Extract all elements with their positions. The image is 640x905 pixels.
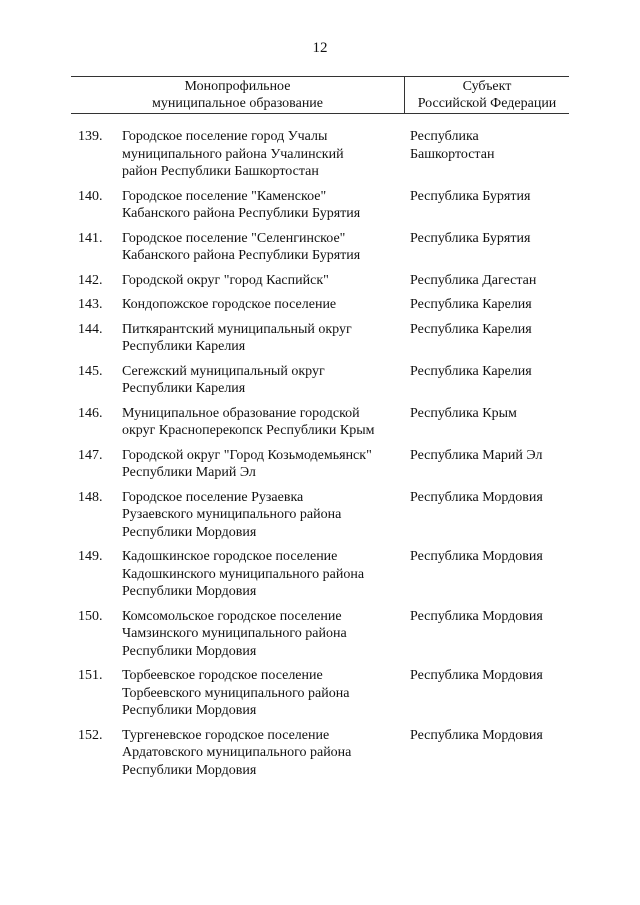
row-number: 141.	[78, 230, 103, 246]
municipality-name-line: Ардатовского муниципального района	[122, 745, 352, 760]
municipality-name-line: Кондопожское городское поселение	[122, 297, 337, 312]
municipality-name-line: Республики Карелия	[122, 339, 246, 354]
row-number: 152.	[78, 727, 103, 743]
federal-subject-line: Республика Бурятия	[410, 188, 531, 204]
municipality-name-line: Сегежский муниципальный округ	[122, 363, 325, 379]
header-subject	[405, 77, 569, 114]
federal-subject	[410, 188, 570, 223]
municipality-name-line: округ Красноперекопск Республики Крым	[122, 423, 375, 438]
header-subject-line: Субъект	[462, 79, 512, 94]
federal-subject-line: Республика Мордовия	[410, 608, 543, 624]
municipality-name-line: муниципального района Учалинский	[122, 146, 344, 162]
federal-subject	[410, 667, 570, 720]
municipality-name-line: Кадошкинского муниципального района	[122, 566, 365, 582]
table-row	[78, 230, 578, 265]
federal-subject	[410, 230, 570, 265]
municipality-name-line: Республики Мордовия	[122, 643, 257, 659]
municipality-name-line: Тургеневское городское поселение	[122, 727, 330, 743]
municipality-name	[122, 363, 410, 398]
municipality-name-line: Городское поселение город Учалы	[122, 129, 328, 144]
federal-subject-line: Республика Бурятия	[410, 230, 531, 246]
federal-subject-line: Республика Крым	[410, 405, 517, 421]
federal-subject	[410, 727, 570, 780]
table-row	[78, 296, 578, 314]
municipality-name	[122, 489, 410, 542]
federal-subject-line: Республика Карелия	[410, 297, 532, 312]
municipality-name-line: Комсомольское городское поселение	[122, 608, 342, 624]
row-number: 150.	[78, 608, 103, 624]
municipality-name	[122, 727, 410, 780]
table-row	[78, 548, 578, 601]
municipality-name-line: Кабанского района Республики Бурятия	[122, 206, 361, 221]
row-number: 139.	[78, 129, 103, 144]
municipality-name-line: Рузаевского муниципального района	[122, 507, 342, 522]
table-row	[78, 489, 578, 542]
federal-subject-line: Республика Мордовия	[410, 727, 543, 743]
table-row	[78, 667, 578, 720]
table-header	[71, 76, 569, 114]
federal-subject	[410, 321, 570, 356]
municipality-name	[122, 608, 410, 661]
row-number: 149.	[78, 549, 103, 564]
federal-subject	[410, 548, 570, 601]
federal-subject-line: Республика Карелия	[410, 321, 532, 337]
municipality-name	[122, 296, 410, 314]
municipality-name-line: Кадошкинское городское поселение	[122, 549, 338, 564]
municipality-name-line: Городское поселение "Каменское"	[122, 188, 327, 204]
federal-subject-line: Республика Марий Эл	[410, 447, 543, 463]
municipality-name	[122, 272, 410, 290]
municipality-name-line: Республики Марий Эл	[122, 465, 256, 480]
federal-subject-line: Республика Мордовия	[410, 489, 543, 505]
municipality-name-line: Городской округ "город Каспийск"	[122, 272, 329, 288]
row-number: 148.	[78, 489, 103, 505]
municipality-name-line: район Республики Башкортостан	[122, 164, 319, 179]
municipality-name-line: Республики Мордовия	[122, 762, 257, 778]
page-number: 12	[312, 40, 328, 56]
table-row	[78, 405, 578, 440]
municipality-name	[122, 321, 410, 356]
row-number: 146.	[78, 405, 103, 421]
header-subject-line: Российской Федерации	[417, 96, 557, 111]
row-number: 144.	[78, 321, 103, 337]
table-row	[78, 363, 578, 398]
header-municipality-line: муниципальное образование	[151, 96, 324, 111]
federal-subject-line: Республика Мордовия	[410, 668, 543, 683]
federal-subject	[410, 128, 570, 181]
municipality-name-line: Городское поселение Рузаевка	[122, 489, 304, 505]
municipality-name-line: Муниципальное образование городской	[122, 405, 360, 421]
municipality-name	[122, 188, 410, 223]
municipality-name	[122, 548, 410, 601]
federal-subject	[410, 272, 570, 290]
table-row	[78, 727, 578, 780]
row-number: 145.	[78, 363, 103, 379]
row-number: 147.	[78, 447, 103, 463]
municipality-name	[122, 667, 410, 720]
federal-subject	[410, 489, 570, 542]
row-number: 151.	[78, 668, 103, 683]
federal-subject-line: Республика Дагестан	[410, 272, 537, 288]
municipality-name	[122, 447, 410, 482]
municipality-name	[122, 405, 410, 440]
header-municipality	[71, 77, 404, 114]
table-row	[78, 128, 578, 181]
table-row	[78, 272, 578, 290]
table-row	[78, 188, 578, 223]
municipality-name-line: Городское поселение "Селенгинское"	[122, 230, 346, 246]
row-number: 140.	[78, 188, 103, 204]
federal-subject	[410, 296, 570, 314]
municipality-name-line: Торбеевское городское поселение	[122, 668, 323, 683]
row-number: 142.	[78, 272, 103, 288]
municipality-name	[122, 128, 410, 181]
municipality-name	[122, 230, 410, 265]
federal-subject	[410, 405, 570, 440]
municipality-name-line: Чамзинского муниципального района	[122, 626, 347, 641]
municipality-name-line: Кабанского района Республики Бурятия	[122, 248, 361, 263]
table-row	[78, 447, 578, 482]
row-number: 143.	[78, 297, 103, 312]
municipality-name-line: Республики Мордовия	[122, 524, 257, 540]
municipality-name-line: Городской округ "Город Козьмодемьянск"	[122, 447, 372, 463]
federal-subject	[410, 447, 570, 482]
federal-subject-line: Башкортостан	[410, 146, 495, 162]
federal-subject-line: Республика	[410, 129, 479, 144]
federal-subject-line: Республика Мордовия	[410, 549, 543, 564]
federal-subject	[410, 608, 570, 661]
municipality-name-line: Республики Мордовия	[122, 584, 257, 599]
municipality-name-line: Питкярантский муниципальный округ	[122, 321, 352, 337]
municipality-name-line: Республики Мордовия	[122, 703, 257, 718]
federal-subject-line: Республика Карелия	[410, 363, 532, 379]
table-row	[78, 321, 578, 356]
municipality-name-line: Торбеевского муниципального района	[122, 685, 350, 701]
header-municipality-line: Монопрофильное	[184, 79, 291, 94]
table-row	[78, 608, 578, 661]
table-body	[78, 128, 578, 786]
federal-subject	[410, 363, 570, 398]
municipality-name-line: Республики Карелия	[122, 381, 246, 396]
